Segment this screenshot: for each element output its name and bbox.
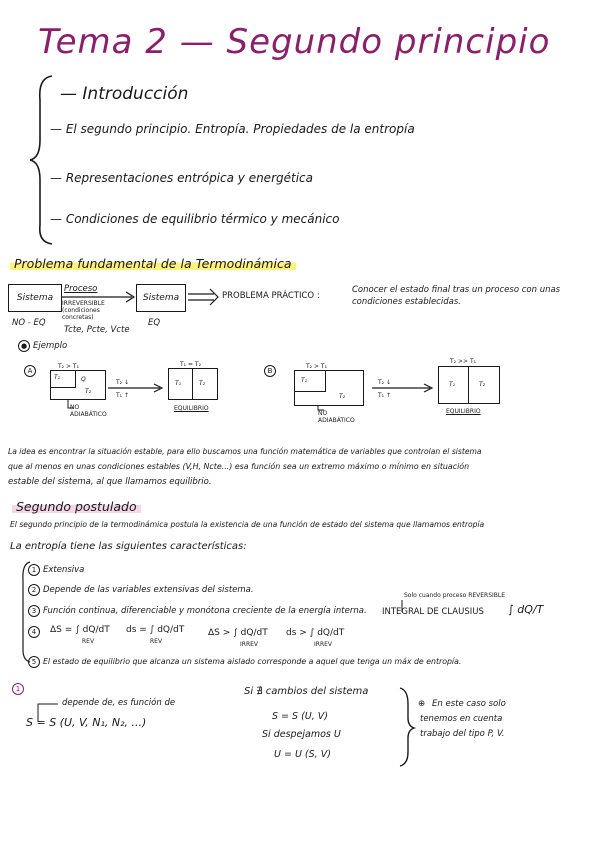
formula-ds-irrev: ds > ∫ dQ/dT — [286, 628, 345, 638]
formula-delta-s-irrev-sub: IRREV — [240, 641, 259, 648]
clausius-expression: ∫ dQ/T — [508, 603, 544, 616]
practico-text-2: condiciones establecidas. — [352, 297, 461, 307]
example-b-arrow-bottom: T₁ ↑ — [378, 392, 392, 399]
example-b-top: T₂ > T₁ — [306, 363, 327, 370]
ejemplo-label — [18, 340, 67, 352]
example-a-eq-t1: T₁ — [175, 380, 182, 387]
formula-delta-s-irrev: ΔS > ∫ dQ/dT — [208, 628, 268, 638]
example-a-equilibrium-box — [168, 368, 218, 400]
postulado-line-2: La entropía tiene las siguientes características: — [10, 541, 247, 552]
example-b-eq-t2: T₂ — [479, 381, 486, 388]
toc-item-representaciones: — Representaciones entrópica y energética — [50, 171, 313, 185]
section-heading-problema: Problema fundamental de la Termodinámica — [10, 256, 296, 271]
property-1: 1 Extensiva — [28, 564, 84, 576]
formula-ds-irrev-sub: IRREV — [314, 641, 333, 648]
example-b-wall: NO ADIABÁTICO — [318, 410, 355, 424]
toc-item-condiciones: — Condiciones de equilibrio térmico y mecánico — [50, 212, 340, 226]
final-caso-marker: ⊕ — [418, 699, 426, 709]
example-b-marker: B — [264, 358, 279, 377]
property-5: 5 El estado de equilibrio que alcanza un sistema aislado corresponde a aquel que tenga un máx de entropía. — [28, 656, 461, 668]
example-b-eq-top: T₂ >> T₁ — [450, 358, 477, 365]
process-condition: IRREVERSIBLE (condiciones concretas) — [62, 300, 105, 321]
example-a-arrow-top: T₂ ↓ — [116, 379, 130, 386]
ejemplo-text: Ejemplo — [33, 341, 68, 351]
practico-label: PROBLEMA PRÁCTICO : — [222, 291, 320, 301]
final-s-equation: S = S (U, V, N₁, N₂, ...) — [26, 716, 147, 729]
final-despejamos: Si despejamos U — [262, 729, 341, 740]
note-reversible: Solo cuando proceso REVERSIBLE — [404, 592, 506, 599]
final-caso-line-3: trabajo del tipo P, V. — [420, 729, 505, 739]
ejemplo-bullet: ● — [18, 340, 30, 352]
property-3: 3 Función continua, diferenciable y monótona creciente de la energía interna. — [28, 605, 367, 617]
example-b-eq-label: EQUILIBRIO — [446, 408, 481, 415]
clausius-label: INTEGRAL DE CLAUSIUS — [382, 607, 484, 617]
example-a-system — [50, 370, 106, 400]
example-b-arrow-top: T₂ ↓ — [378, 379, 392, 386]
postulado-line-1: El segundo principio de la termodinámica postula la existencia de una función de estado del sistema que llamamos entropía — [10, 520, 485, 529]
practico-text-1: Conocer el estado final tras un proceso con unas — [352, 285, 561, 295]
formula-delta-s-rev-sub: REV — [82, 638, 95, 645]
final-depende: depende de, es función de — [62, 698, 176, 708]
final-cambios: Si ∄ cambios del sistema — [244, 686, 369, 697]
label-constants: Tcte, Pcte, Vcte — [64, 325, 130, 335]
idea-line-1: La idea es encontrar la situación estable, para ello buscamos una función matemática de variables que controlan el sistema — [8, 447, 482, 456]
page-title: Tema 2 — Segundo principio — [38, 22, 551, 62]
final-u-sv: U = U (S, V) — [274, 749, 331, 760]
example-a-eq-label: EQUILIBRIO — [174, 405, 209, 412]
label-eq: EQ — [148, 318, 161, 328]
example-a-q: Q — [81, 376, 86, 383]
system-box-left: Sistema — [8, 284, 62, 312]
formula-ds-rev-sub: REV — [150, 638, 163, 645]
final-marker: 1 — [12, 676, 27, 695]
example-b-eq-t1: T₁ — [449, 381, 456, 388]
formula-ds-rev: ds = ∫ dQ/dT — [126, 625, 185, 635]
example-a-marker: A — [24, 358, 39, 377]
example-a-arrow-bottom: T₁ ↑ — [116, 392, 130, 399]
example-a-wall: NO ADIABÁTICO — [70, 404, 107, 418]
section-heading-postulado: Segundo postulado — [12, 499, 141, 514]
property-2: 2 Depende de las variables extensivas del sistema. — [28, 584, 254, 596]
example-a-eq-t2: T₂ — [199, 380, 206, 387]
toc-item-introduccion: — Introducción — [60, 84, 189, 104]
toc-item-segundo-principio: — El segundo principio. Entropía. Propiedades de la entropía — [50, 122, 415, 136]
idea-line-2: que al menos en unas condiciones estables (V,H, Ncte...) esa función sea un extremo máximo o mínimo en situación — [8, 462, 470, 471]
example-a-t1: T₁ — [54, 374, 61, 381]
example-b-equilibrium-box — [438, 366, 500, 404]
example-a-top: T₂ > T₁ — [58, 363, 79, 370]
system-box-right: Sistema — [136, 284, 186, 312]
example-b-system — [294, 370, 364, 406]
label-no-eq: NO - EQ — [12, 318, 46, 328]
final-caso-line-2: tenemos en cuenta — [420, 714, 503, 724]
example-a-t2: T₂ — [85, 388, 92, 395]
example-b-t2: T₂ — [339, 393, 346, 400]
idea-line-3: estable del sistema, al que llamamos equilibrio. — [8, 477, 212, 487]
final-s-uv: S = S (U, V) — [272, 711, 328, 722]
example-b-t1: T₁ — [301, 377, 308, 384]
property-4-marker: 4 — [28, 626, 43, 638]
final-caso-line-1: En este caso solo — [432, 699, 506, 709]
example-a-eq-top: T₁ = T₂ — [180, 361, 201, 368]
process-label: Proceso — [64, 284, 98, 294]
formula-delta-s-rev: ΔS = ∫ dQ/dT — [50, 625, 110, 635]
